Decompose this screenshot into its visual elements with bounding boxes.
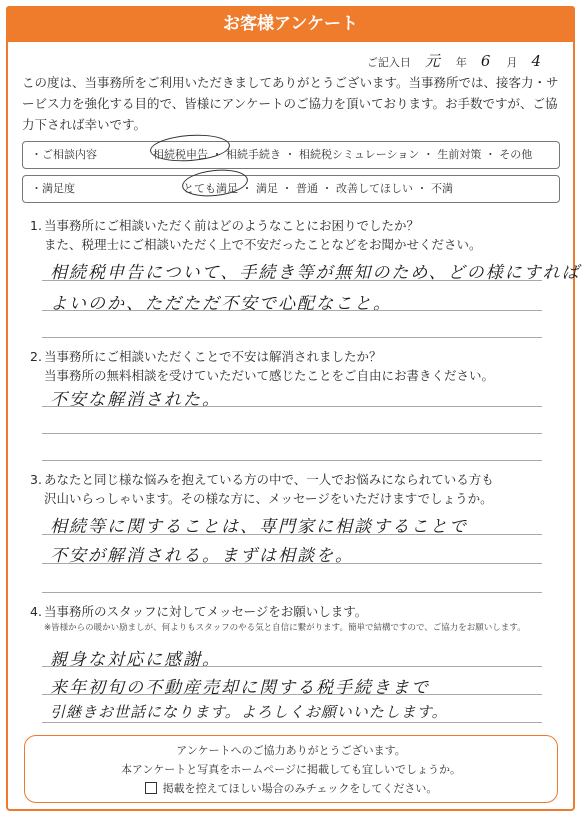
consent-box [24,735,558,803]
answer-rule [42,337,542,338]
q3-subtext: 沢山いらっしゃいます。その様な方に、メッセージをいただけますでしょうか。 [44,491,493,506]
satisfaction-box [22,175,560,203]
entry-date [367,50,553,71]
q3-text: あなたと同じ様な悩みを抱えている方の中で、一人でお悩みになられている方も [44,472,494,487]
q2-answer-line-1: 不安な解消された。 [50,390,221,410]
consult-options: 相続税申告 ・ 相続手続き ・ 相続税シミュレーション ・ 生前対策 ・ その他 [153,148,533,161]
footer-checkbox-row [25,779,557,798]
q4-number: 4. [30,604,42,619]
answer-rule [42,592,542,593]
answer-rule [42,722,542,723]
opt-out-checkbox[interactable] [145,782,157,794]
answer-rule [42,694,542,695]
answer-rule [42,563,542,564]
page-title: お客様アンケート [6,6,575,42]
answer-rule [42,460,542,461]
consult-label: ・ご相談内容 [31,148,97,161]
q2-text: 当事務所にご相談いただくことで不安は解消されましたか？ [44,349,382,364]
date-month-unit: 月 [506,56,518,69]
date-era: 元 [424,52,440,70]
answer-rule [42,433,542,434]
q4-answer-line-1: 親身な対応に感謝。 [50,650,221,670]
q3-answer-line-2: 不安が解消される。まずは相談を。 [50,546,354,566]
q4-answer-line-3: 引継きお世話になります。よろしくお願いいたします。 [50,703,448,721]
date-day: 4 [531,52,541,70]
q4-note: ※皆様からの暖かい励ましが、何よりもスタッフのやる気と自信に繋がります。簡単で結構ですので、ご協力をお願いします。 [44,623,526,633]
date-label: ご記入日 [366,56,411,69]
question-4 [30,602,550,635]
answer-rule [42,280,542,281]
satisfaction-label: ・満足度 [31,182,75,195]
footer-question: 本アンケートと写真をホームページに掲載しても宜しいでしょうか。 [120,763,462,776]
q4-answer-line-2: 来年初旬の不動産売却に関する税手続きまで [50,678,430,698]
date-month: 6 [480,52,491,70]
question-3 [30,470,550,508]
satisfaction-options: とても満足 ・ 満足 ・ 普通 ・ 改善してほしい ・ 不満 [183,182,453,195]
answer-rule [42,310,542,311]
q3-number: 3. [30,472,42,487]
footer-checkbox-label: 掲載を控えてほしい場合のみチェックをしてください。 [162,782,438,795]
q1-answer-line-1: 相続税申告について、手続き等が無知のため、どの様にすれば [50,263,581,283]
answer-rule [42,406,542,407]
q1-text: 当事務所にご相談いただく前はどのようなことにお困りでしたか？ [44,218,420,233]
intro-text: この度は、当事務所をご利用いただきましてありがとうございます。当事務所では、接客力・サービス力を強化する目的で、皆様にアンケートのご協力を頂いております。お手数ですが、ご協力下されば幸いです。 [22,75,559,132]
q3-answer-line-1: 相続等に関することは、専門家に相談することで [50,517,468,537]
answer-rule [42,666,542,667]
q2-number: 2. [30,349,42,364]
question-2 [30,347,550,385]
q1-answer-line-2: よいのか、ただただ不安で心配なこと。 [50,294,392,314]
q2-subtext: 当事務所の無料相談を受けていただいて感じたことをご自由にお書きください。 [44,368,495,383]
question-1 [30,216,550,254]
date-year-unit: 年 [455,56,467,69]
q1-subtext: また、税理士にご相談いただく上で不安だったことなどをお聞かせください。 [44,237,482,252]
q1-number: 1. [30,218,42,233]
answer-rule [42,534,542,535]
q4-text: 当事務所のスタッフに対してメッセージをお願いします。 [44,604,368,619]
footer-thanks: アンケートへのご協力ありがとうございます。 [176,744,406,757]
consult-type-box [22,141,560,169]
